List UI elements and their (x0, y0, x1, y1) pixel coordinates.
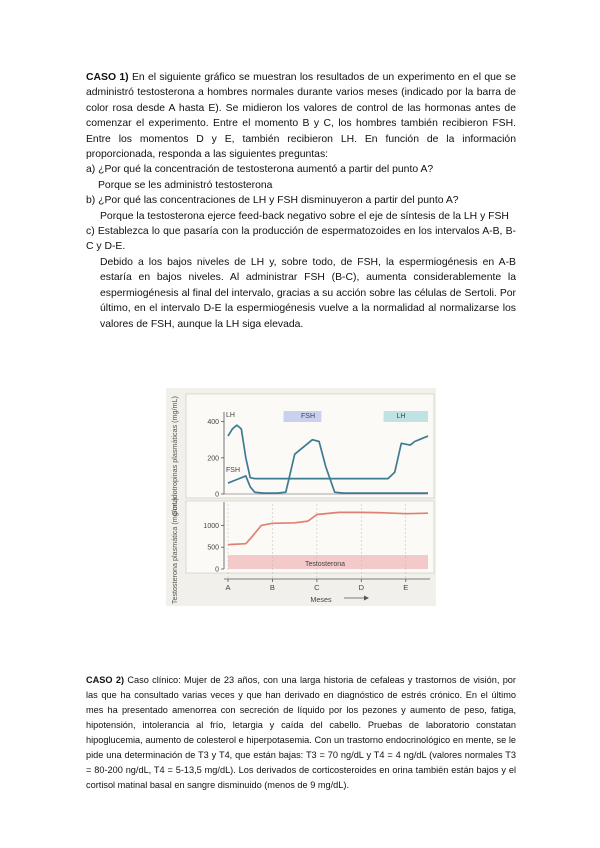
y-tick-label-0: 0 (215, 566, 219, 574)
y-tick-label-400: 400 (207, 419, 219, 427)
y-tick-label-1000: 1000 (203, 522, 219, 530)
x-tick-label-c: C (314, 583, 320, 592)
case-2-section (86, 673, 516, 793)
answer-c: Debido a los bajos niveles de LH y, sobre todo, de FSH, la espermiogénesis en A-B estaría en bajos niveles. Al administrar FSH (B-C), aumenta considerablemente la espermiogénesis al final del intervalo, gracias a su acción sobre las células de Sertoli. Por último, en el intervalo D-E la espermiogénesis vuelve a la normalidad al normalizarse los valores de FSH, aunque la LH siga elevada. (100, 256, 516, 330)
case-1-intro (86, 70, 516, 162)
hormone-figure (166, 388, 436, 606)
case-1-section (86, 70, 516, 332)
x-tick-label-b: B (269, 583, 275, 592)
hormone-chart (166, 388, 436, 606)
fsh-curve-label: FSH (226, 467, 240, 474)
testosterone-bar-label: Testosterona (304, 561, 346, 568)
x-tick-label-d: D (358, 583, 365, 592)
treatment-bar-lh (384, 411, 428, 422)
fsh-bar-label: FSH (301, 413, 315, 420)
y-tick-label-0: 0 (215, 491, 219, 499)
lh-bar-label: LH (396, 413, 406, 420)
answer-b: Porque la testosterona ejerce feed-back negativo sobre el eje de síntesis de la LH y FSH (100, 210, 509, 222)
case-1-intro-text: En el siguiente gráfico se muestran los resultados de un experimento en el que se administró testosterona a hombres normales durante varios meses (indicado por la barra de color rosa desde A hasta E). Se midieron los valores de control de las hormonas antes de comenzar el experimento. Entre el momento B y C, los hombres también recibieron FSH. Entre los momentos D y E, también recibieron LH. En función de la información proporcionada, responda a las siguientes preguntas: (86, 72, 516, 161)
case-2-heading: CASO 2) (86, 675, 125, 685)
x-axis-arrow-head (364, 596, 369, 601)
answer-a: Porque se les administró testosterona (98, 179, 273, 191)
x-tick-label-e: E (403, 583, 409, 592)
top-panel-frame (186, 394, 434, 498)
case-1-heading: CASO 1) (86, 72, 129, 83)
x-tick-label-a: A (225, 583, 231, 592)
x-axis-label: Meses (310, 595, 332, 604)
y-tick-label-500: 500 (207, 544, 219, 552)
question-b: b) ¿Por qué las concentraciones de LH y FSH disminuyeron a partir del punto A? (86, 195, 459, 207)
case-2-text: Caso clínico: Mujer de 23 años, con una larga historia de cefaleas y trastornos de visión, por las que ha consultado varias veces y que han derivado en diagnóstico de estrés crónico. En el último mes ha presentado amenorrea con secreción de líquido por los pezones y aumento de peso, fatiga, hipotensión, intolerancia al frío, letargia y caída del cabello. Pruebas de laboratorio constatan hipoglucemia, aumento de colesterol e hiperpotasemia. Con un trastorno endocrinológico en mente, se le pide una determinación de T3 y T4, que están bajas: T3 = 70 ng/dL y T4 = 4 ng/dL (valores normales T3 = 80-200 ng/dL, T4 = 5-13,5 mg/dL). Los derivados de corticosteroides en orina también están bajos y el cortisol matinal basal en sangre disminuido (menos de 9 mg/dL). (86, 675, 516, 790)
y-label-gonadotropins: Gonadotropinas plasmáticas (mg/mL) (170, 396, 179, 516)
case-2-text-block (86, 673, 516, 793)
y-label-testosterone: Testosterona plasmática (mg/mL) (170, 497, 179, 605)
question-c: c) Establezca lo que pasaría con la producción de espermatozoides en los intervalos A-B, B-C y D-E. (86, 226, 516, 253)
y-tick-label-200: 200 (207, 455, 219, 463)
question-a: a) ¿Por qué la concentración de testosterona aumentó a partir del punto A? (86, 164, 434, 176)
lh-curve-label: LH (226, 412, 235, 419)
